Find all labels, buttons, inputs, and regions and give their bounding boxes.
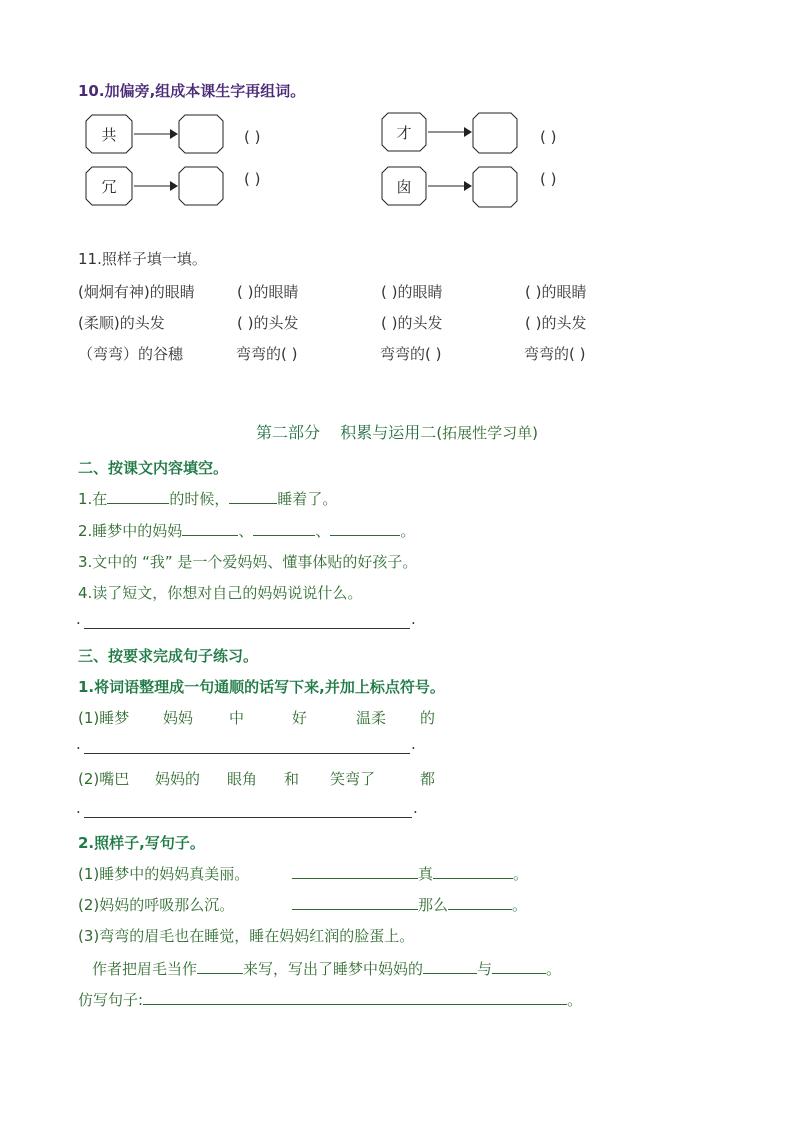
s3-q2-3b-b: 来写，写出了睡梦中妈妈的 bbox=[243, 960, 424, 978]
radical-char: 囱 bbox=[396, 178, 412, 196]
s3-q1-title: 1.将词语整理成一句通顺的话写下来,并加上标点符号。 bbox=[78, 678, 445, 696]
blank[interactable] bbox=[182, 521, 238, 536]
radical-box-4 bbox=[382, 167, 426, 205]
answer-box-1[interactable] bbox=[179, 115, 223, 153]
s3-q1-2-w4: 和 bbox=[284, 770, 300, 788]
arrow-icon bbox=[428, 178, 472, 194]
s3-q2-1-b: 真 bbox=[418, 865, 434, 883]
s2-q1-b: 的时候， bbox=[169, 490, 230, 508]
s3-q2-3: (3)弯弯的眉毛也在睡觉，睡在妈妈红润的脸蛋上。 bbox=[78, 927, 415, 945]
radical-box-2 bbox=[86, 167, 132, 205]
s3-q2-3b bbox=[92, 958, 561, 979]
s3-q2-1-a: (1)睡梦中的妈妈真美丽。 bbox=[78, 865, 250, 883]
q11-r1-c1: (炯炯有神)的眼睛 bbox=[78, 283, 195, 301]
s3-q1-1-w4: 好 bbox=[292, 709, 308, 727]
s3-q2-2-b: 那么 bbox=[418, 896, 449, 914]
radical-char: 冗 bbox=[101, 178, 117, 196]
radical-box-3 bbox=[382, 113, 426, 151]
answer-line[interactable] bbox=[84, 628, 410, 629]
blank[interactable] bbox=[433, 864, 513, 879]
answer-box-2[interactable] bbox=[179, 167, 223, 205]
answer-box-4[interactable] bbox=[473, 167, 517, 207]
q11-r2-c3[interactable]: ( )的头发 bbox=[381, 314, 443, 332]
q11-r1-c2[interactable]: ( )的眼睛 bbox=[237, 283, 299, 301]
q11-r3-c4[interactable]: 弯弯的( ) bbox=[524, 345, 586, 363]
arrow-icon bbox=[134, 126, 178, 142]
answer-box-3[interactable] bbox=[473, 113, 517, 153]
word-paren-1[interactable]: ( ) bbox=[244, 128, 261, 146]
q11-r1-c3[interactable]: ( )的眼睛 bbox=[381, 283, 443, 301]
word-paren-4[interactable]: ( ) bbox=[540, 170, 557, 188]
answer-line[interactable] bbox=[84, 817, 412, 818]
dot: . bbox=[76, 610, 81, 628]
s2-q4: 4.读了短文，你想对自己的妈妈说说什么。 bbox=[78, 584, 363, 602]
blank[interactable] bbox=[423, 959, 477, 974]
s2-q1-a: 1.在 bbox=[78, 490, 108, 508]
blank[interactable] bbox=[492, 959, 546, 974]
s3-fx-a: 仿写句子: bbox=[78, 991, 144, 1009]
answer-line[interactable] bbox=[84, 753, 410, 754]
s3-q2-title: 2.照样子,写句子。 bbox=[78, 834, 205, 852]
q11-title: 11.照样子填一填。 bbox=[78, 250, 207, 268]
s3-q1-2-w6: 都 bbox=[420, 770, 436, 788]
s2-q1-c: 睡着了。 bbox=[277, 490, 338, 508]
s3-q2-3b-a: 作者把眉毛当作 bbox=[92, 960, 198, 978]
arrow-icon bbox=[428, 124, 472, 140]
s3-q1-1-w1: (1)睡梦 bbox=[78, 709, 130, 727]
word-paren-3[interactable]: ( ) bbox=[540, 128, 557, 146]
blank[interactable] bbox=[253, 521, 315, 536]
s2-q2 bbox=[78, 520, 415, 541]
end: 。 bbox=[513, 865, 529, 883]
s2-q1 bbox=[78, 488, 337, 509]
s3-q2-1-fill bbox=[292, 863, 528, 884]
blank[interactable] bbox=[107, 489, 169, 504]
s3-q2-3b-c: 与 bbox=[477, 960, 493, 978]
q11-r2-c1: (柔顺)的头发 bbox=[78, 314, 165, 332]
end: 。 bbox=[400, 522, 416, 540]
s3-q2-2-a: (2)妈妈的呼吸那么沉。 bbox=[78, 896, 235, 914]
dot: . bbox=[413, 799, 418, 817]
s3-q2-2-fill bbox=[292, 894, 527, 915]
s3-fx bbox=[78, 989, 582, 1010]
dot: . bbox=[411, 610, 416, 628]
blank[interactable] bbox=[197, 959, 243, 974]
end: 。 bbox=[512, 896, 528, 914]
s3-q1-2-w5: 笑弯了 bbox=[330, 770, 376, 788]
word-paren-2[interactable]: ( ) bbox=[244, 170, 261, 188]
s3-q1-1-w5: 温柔 bbox=[356, 709, 387, 727]
blank[interactable] bbox=[330, 521, 400, 536]
blank[interactable] bbox=[448, 895, 512, 910]
q11-r3-c1: （弯弯）的谷穗 bbox=[78, 345, 184, 363]
section2-heading: 二、按课文内容填空。 bbox=[78, 459, 229, 477]
dot: . bbox=[76, 735, 81, 753]
radical-box-1 bbox=[86, 115, 132, 153]
q11-r3-c2[interactable]: 弯弯的( ) bbox=[236, 345, 298, 363]
part2-title: 第二部分 积累与运用二 bbox=[255, 423, 437, 442]
s2-q3: 3.文中的 “我” 是一个爱妈妈、懂事体贴的好孩子。 bbox=[78, 553, 418, 571]
end: 。 bbox=[546, 960, 562, 978]
s3-q1-2-w2: 妈妈的 bbox=[155, 770, 201, 788]
blank[interactable] bbox=[143, 990, 567, 1005]
s3-q1-1-w6: 的 bbox=[420, 709, 436, 727]
dot: . bbox=[411, 735, 416, 753]
s2-q2-a: 2.睡梦中的妈妈 bbox=[78, 522, 183, 540]
section3-heading: 三、按要求完成句子练习。 bbox=[78, 647, 259, 665]
blank[interactable] bbox=[292, 895, 418, 910]
s3-q1-2-w1: (2)嘴巴 bbox=[78, 770, 130, 788]
q10-title: 10.加偏旁,组成本课生字再组词。 bbox=[78, 82, 306, 100]
dot: . bbox=[76, 799, 81, 817]
blank[interactable] bbox=[229, 489, 277, 504]
radical-char: 共 bbox=[101, 126, 117, 144]
part2-subtitle: (拓展性学习单) bbox=[436, 424, 539, 442]
part2-header bbox=[0, 420, 794, 443]
s3-q1-1-w2: 妈妈 bbox=[163, 709, 194, 727]
radical-char: 才 bbox=[396, 124, 412, 142]
s3-q1-1-w3: 中 bbox=[229, 709, 245, 727]
blank[interactable] bbox=[292, 864, 418, 879]
sep: 、 bbox=[315, 522, 331, 540]
q11-r2-c4[interactable]: ( )的头发 bbox=[525, 314, 587, 332]
sep: 、 bbox=[238, 522, 254, 540]
q11-r3-c3[interactable]: 弯弯的( ) bbox=[380, 345, 442, 363]
s3-q1-2-w3: 眼角 bbox=[227, 770, 258, 788]
arrow-icon bbox=[134, 178, 178, 194]
q11-r2-c2[interactable]: ( )的头发 bbox=[237, 314, 299, 332]
end: 。 bbox=[567, 991, 583, 1009]
q11-r1-c4[interactable]: ( )的眼睛 bbox=[525, 283, 587, 301]
